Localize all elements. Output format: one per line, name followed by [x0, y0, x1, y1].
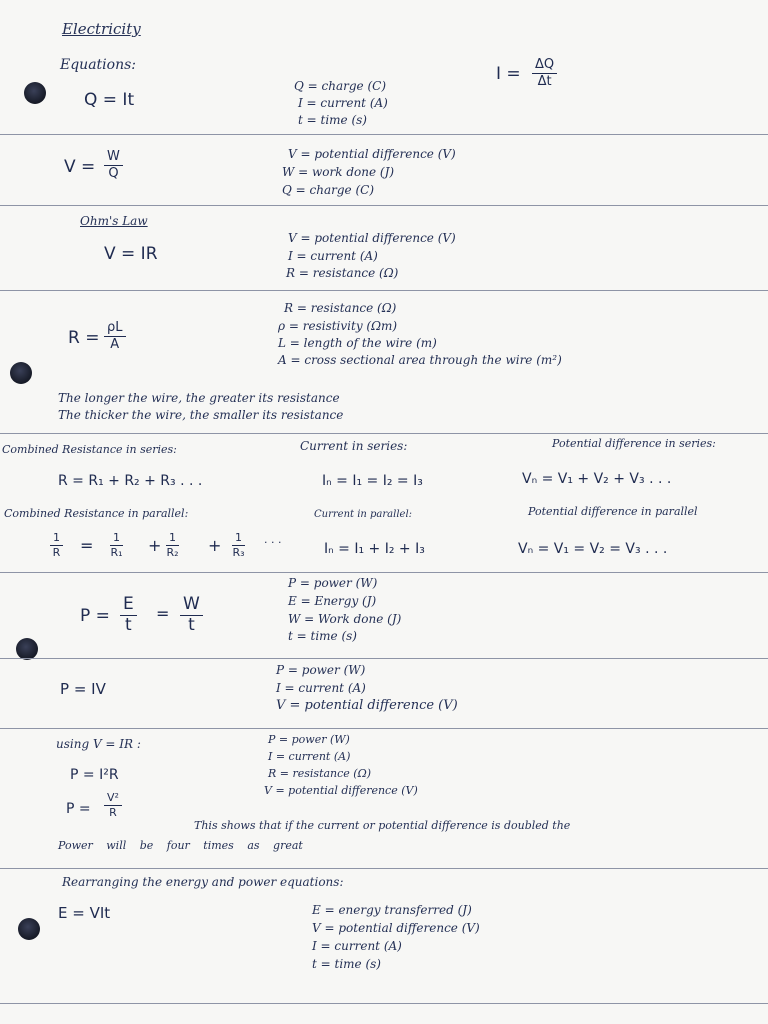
equation-parallel-pd: Vₙ = V₁ = V₂ = V₃ . . . [518, 541, 668, 557]
fraction-w-over-q [104, 150, 123, 180]
fraction-denominator: R [109, 805, 117, 819]
def-line: I = current (A) [288, 249, 378, 263]
equation-power-iv: P = IV [60, 680, 106, 698]
def-line: V = potential difference (V) [288, 147, 456, 161]
def-line: I = current (A) [298, 96, 388, 110]
series-resistance-heading: Combined Resistance in series: [2, 443, 177, 456]
fraction-numerator: W [104, 150, 123, 166]
divider-8 [0, 868, 768, 869]
divider-1 [0, 134, 768, 135]
punch-hole-1 [24, 82, 46, 104]
def-line: E = Energy (J) [288, 594, 377, 608]
def-line: V = potential difference (V) [312, 921, 480, 935]
def-line: I = current (A) [312, 939, 402, 953]
equation-ohms-law: V = IR [104, 244, 158, 264]
fraction-denominator: t [188, 614, 195, 635]
def-line: A = cross sectional area through the wire (m²) [278, 353, 562, 367]
fraction-denominator: R [52, 545, 61, 559]
equations-heading: Equations: [60, 57, 136, 73]
using-ohms-law-label: using V = IR : [56, 737, 141, 751]
page-title: Electricity [62, 20, 141, 38]
note-line: The thicker the wire, the smaller its resistance [58, 408, 344, 422]
equation-power-v-squared-lhs: P = [66, 801, 91, 817]
equation-parallel-current: Iₙ = I₁ + I₂ + I₃ [324, 541, 425, 557]
equation-power-i-squared-r: P = I²R [70, 767, 119, 783]
fraction-w-over-t [180, 596, 203, 635]
fraction-one-over-r1 [110, 532, 123, 558]
def-line: V = potential difference (V) [264, 784, 418, 797]
def-line: E = energy transferred (J) [312, 903, 472, 917]
fraction-rho-l-over-a [104, 321, 126, 351]
fraction-numerator: 1 [50, 532, 63, 546]
fraction-numerator: ρL [104, 321, 126, 337]
def-line: P = power (W) [288, 576, 378, 590]
fraction-denominator: Q [108, 165, 119, 181]
def-line: I = current (A) [276, 681, 366, 695]
def-line: ρ = resistivity (Ωm) [278, 319, 398, 333]
equation-resistivity-lhs: R = [68, 328, 100, 348]
def-line: R = resistance (Ω) [284, 301, 397, 315]
fraction-numerator: 1 [110, 532, 123, 546]
fraction-numerator: 1 [232, 532, 245, 546]
fraction-e-over-t [120, 596, 137, 635]
fraction-one-over-r3 [232, 532, 245, 558]
def-line: R = resistance (Ω) [286, 266, 399, 280]
equation-series-current: Iₙ = I₁ = I₂ = I₃ [322, 473, 423, 489]
divider-4 [0, 433, 768, 434]
divider-2 [0, 205, 768, 206]
fraction-denominator: R₃ [232, 545, 245, 559]
fraction-numerator: W [180, 596, 203, 616]
def-line: L = length of the wire (m) [278, 336, 437, 350]
def-line: W = Work done (J) [288, 612, 402, 626]
fraction-numerator: 1 [166, 532, 179, 546]
def-line: t = time (s) [288, 629, 357, 643]
def-line: t = time (s) [312, 957, 381, 971]
series-current-heading: Current in series: [300, 439, 408, 453]
fraction-v-squared-over-r [104, 792, 122, 818]
parallel-pd-heading: Potential difference in parallel [528, 505, 698, 518]
equals-sign: = [80, 536, 94, 555]
fraction-numerator: E [120, 596, 137, 616]
ellipsis: . . . [264, 533, 282, 546]
def-line: P = power (W) [276, 663, 366, 677]
fraction-numerator: ΔQ [532, 58, 557, 74]
def-line: R = resistance (Ω) [268, 767, 372, 780]
fraction-denominator: Δt [537, 73, 552, 89]
divider-3 [0, 290, 768, 291]
fraction-delta-q-delta-t [532, 58, 557, 88]
punch-hole-3 [16, 638, 38, 660]
ohms-law-label: Ohm's Law [80, 214, 148, 228]
def-line: V = potential difference (V) [276, 698, 458, 713]
equation-energy: E = VIt [58, 904, 111, 922]
parallel-resistance-heading: Combined Resistance in parallel: [4, 507, 189, 520]
plus-sign: + [208, 536, 222, 555]
def-line: P = power (W) [268, 733, 350, 746]
equation-charge: Q = It [84, 90, 135, 110]
divider-7 [0, 728, 768, 729]
def-line: I = current (A) [268, 750, 351, 763]
fraction-denominator: R₂ [166, 545, 179, 559]
divider-5 [0, 572, 768, 573]
fraction-one-over-r [50, 532, 63, 558]
equation-current-lhs: I = [496, 64, 521, 84]
equation-series-pd: Vₙ = V₁ + V₂ + V₃ . . . [522, 471, 672, 487]
def-line: W = work done (J) [282, 165, 395, 179]
punch-hole-2 [10, 362, 32, 384]
note-line: The longer the wire, the greater its resistance [58, 391, 340, 405]
fraction-denominator: A [110, 336, 120, 352]
fraction-denominator: R₁ [110, 545, 123, 559]
equation-power-lhs: P = [80, 606, 110, 626]
note-line: This shows that if the current or potential difference is doubled the [194, 819, 571, 832]
series-pd-heading: Potential difference in series: [552, 437, 716, 450]
fraction-denominator: t [125, 614, 132, 635]
divider-6 [0, 658, 768, 659]
divider-9 [0, 1003, 768, 1004]
def-line: Q = charge (C) [282, 183, 375, 197]
def-line: V = potential difference (V) [288, 231, 456, 245]
plus-sign: + [148, 536, 162, 555]
punch-hole-4 [18, 918, 40, 940]
parallel-current-heading: Current in parallel: [314, 509, 413, 520]
note-line: Power will be four times as great [58, 839, 303, 852]
fraction-one-over-r2 [166, 532, 179, 558]
equation-series-resistance: R = R₁ + R₂ + R₃ . . . [58, 473, 203, 489]
def-line: Q = charge (C) [294, 79, 387, 93]
rearranging-heading: Rearranging the energy and power equations: [62, 875, 344, 889]
def-line: t = time (s) [298, 113, 367, 127]
fraction-numerator: V² [104, 792, 122, 806]
equals-sign: = [156, 604, 170, 623]
equation-voltage-lhs: V = [64, 157, 96, 177]
